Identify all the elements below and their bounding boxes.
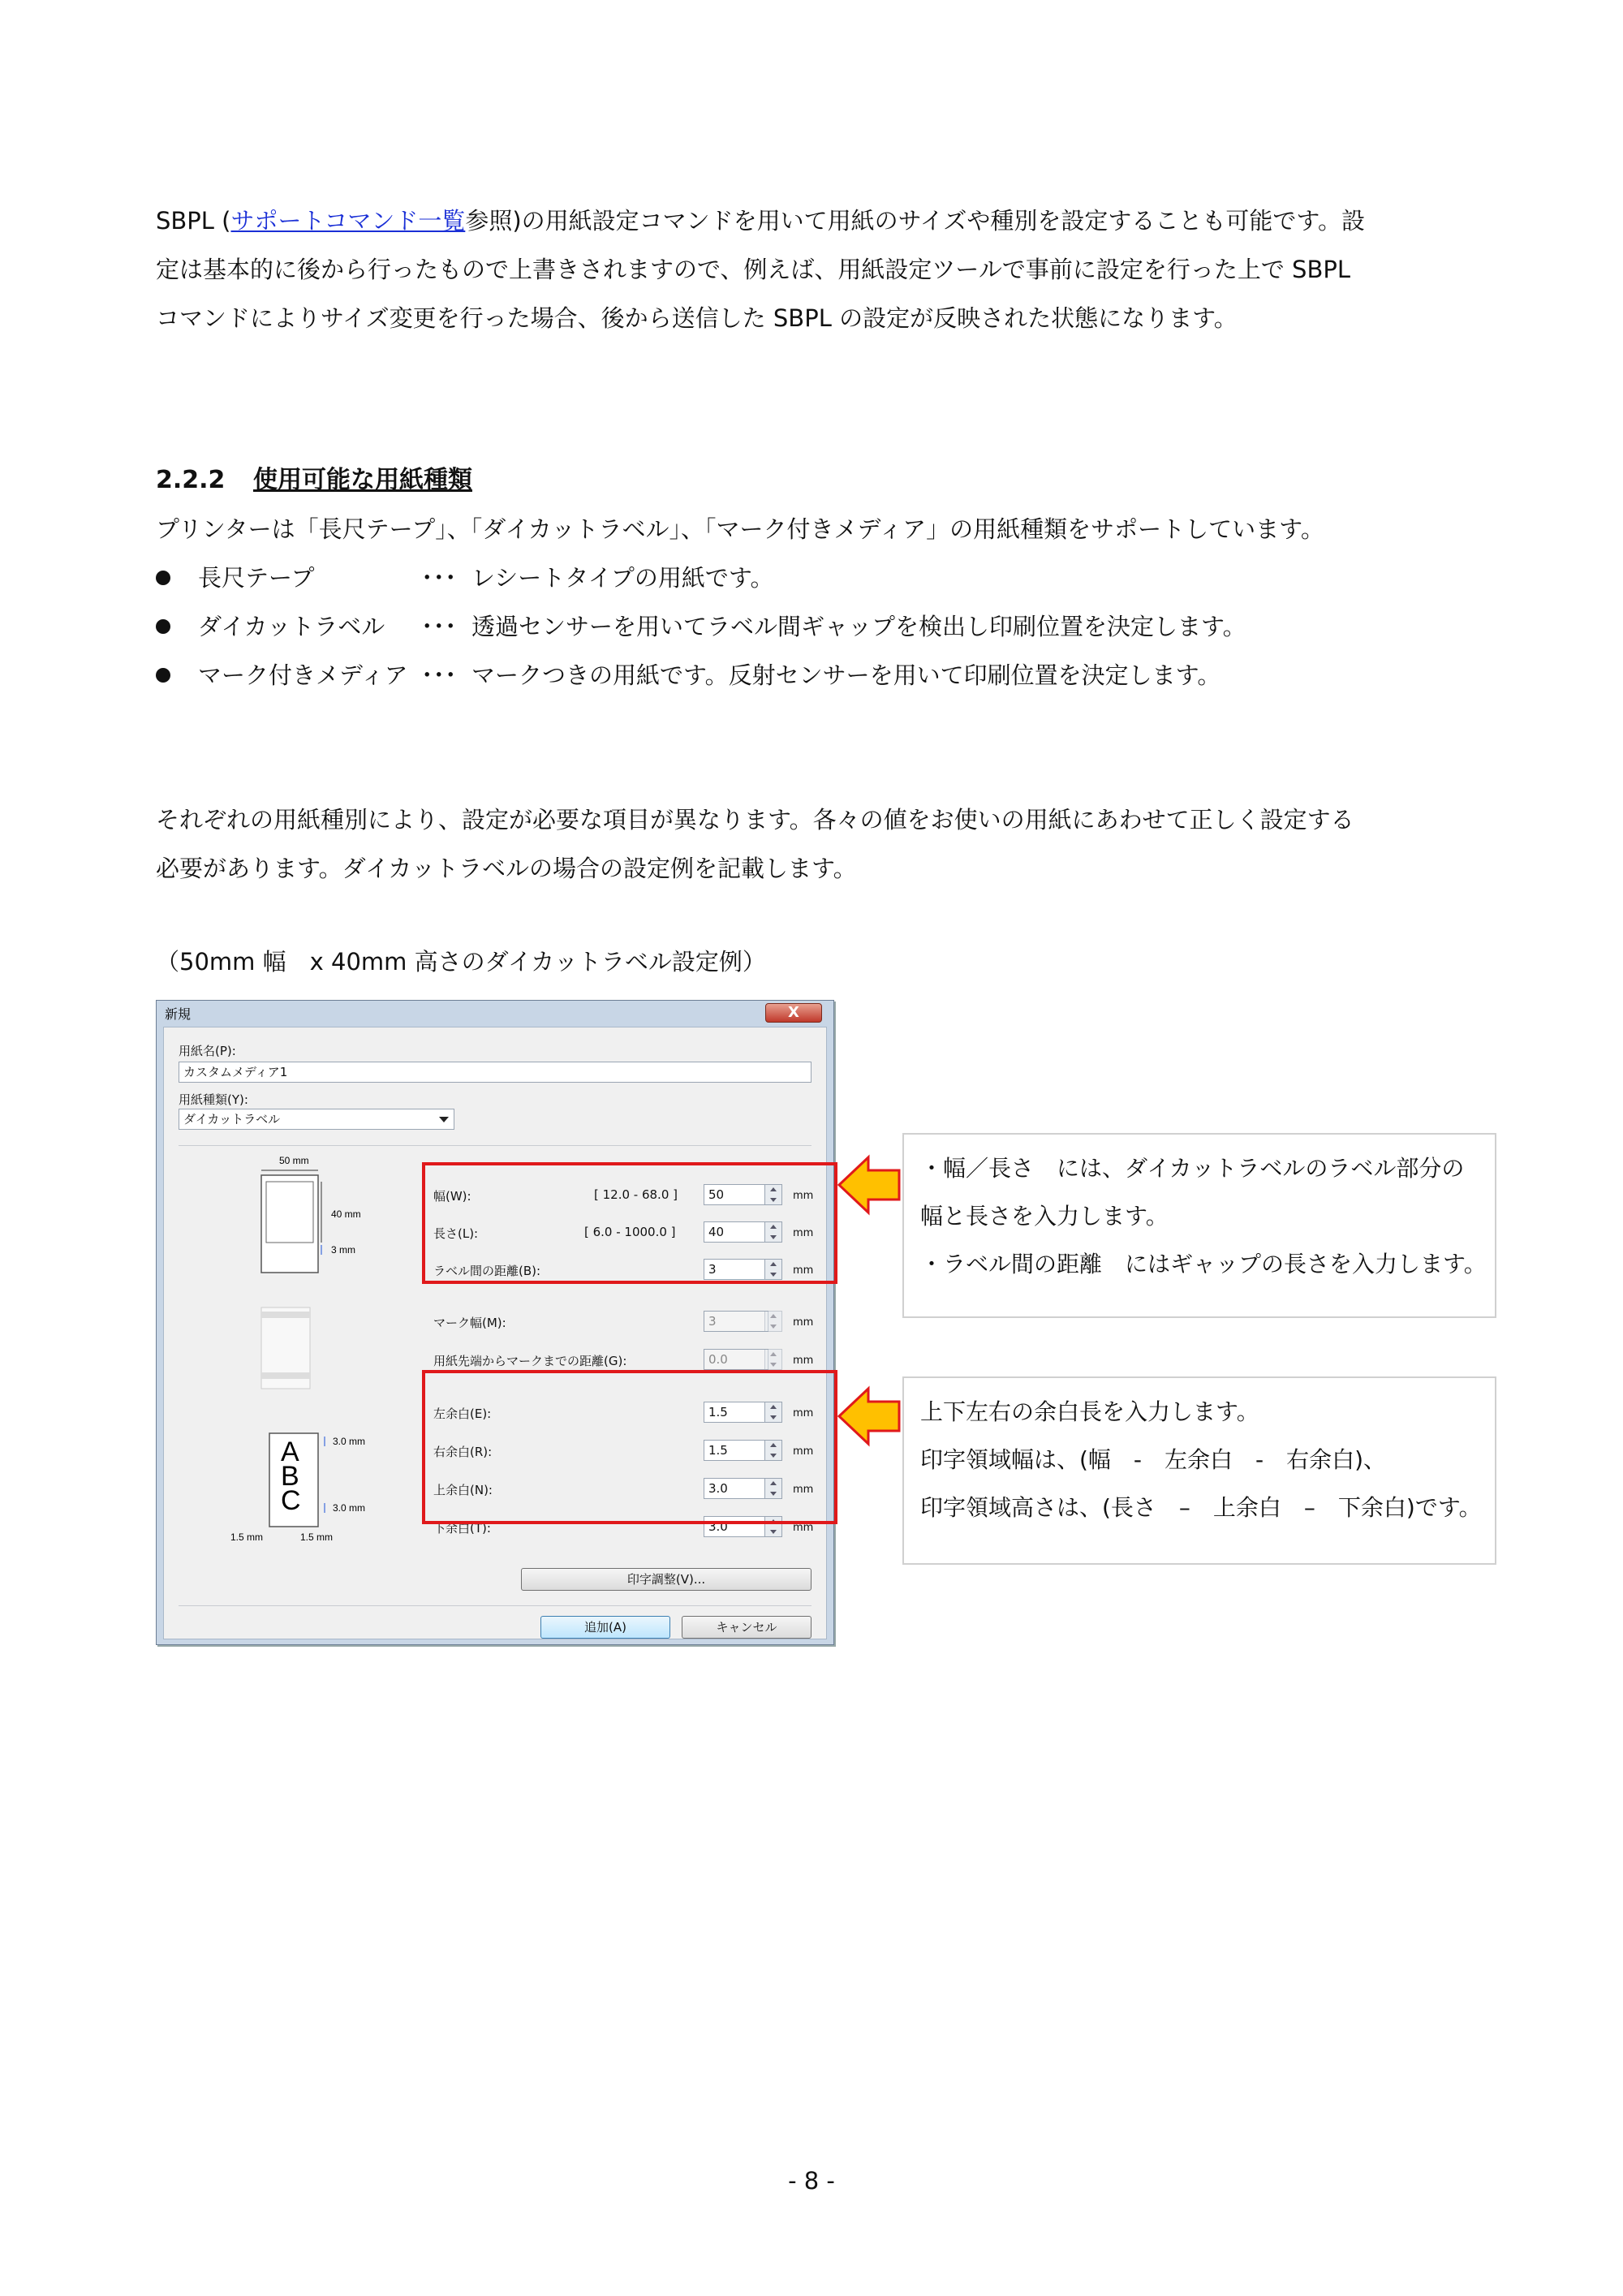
mark-width-unit: mm (793, 1316, 814, 1329)
top-margin-input[interactable]: 3.0 (704, 1478, 768, 1499)
mark-distance-input[interactable]: 0.0 (704, 1349, 768, 1370)
list-item (156, 554, 774, 602)
list-term: 長尺テープ (198, 564, 315, 592)
sample-letter-b: B (281, 1461, 299, 1492)
cancel-button[interactable]: キャンセル (682, 1616, 812, 1639)
list-separator: ･･･ (421, 564, 457, 592)
paper-type-select[interactable] (179, 1109, 454, 1130)
para2-line-1: それぞれの用紙種別により、設定が必要な項目が異なります。各々の値をお使いの用紙にあわせて正しく設定する (156, 806, 1354, 834)
sample-letter-a: A (281, 1437, 299, 1467)
note-line: 上下左右の余白長を入力します。 (920, 1398, 1259, 1425)
intro-line-1 (156, 196, 1365, 245)
para2-line-2: 必要があります。ダイカットラベルの場合の設定例を記載します。 (156, 855, 857, 882)
mark-width-input[interactable]: 3 (704, 1311, 768, 1332)
length-input[interactable]: 40 (704, 1221, 768, 1243)
bottom-margin-unit: mm (793, 1522, 814, 1534)
paper-type-value: ダイカットラベル (183, 1112, 281, 1126)
margin-highlight-box (422, 1370, 837, 1524)
note-line: 幅と長さを入力します。 (920, 1203, 1169, 1230)
intro-text: SBPL ( (156, 207, 231, 235)
mark-distance-stepper[interactable] (764, 1349, 782, 1370)
list-item (156, 602, 1246, 651)
support-command-list-link[interactable]: サポートコマンド一覧 (230, 207, 466, 235)
bottom-margin-label: 下余白(T): (433, 1521, 491, 1536)
size-note-box (902, 1133, 1496, 1318)
paper-name-label: 用紙名(P): (179, 1044, 236, 1058)
right-margin-unit: mm (793, 1445, 814, 1458)
left-margin-dimension: 1.5 mm (230, 1531, 264, 1543)
gap-unit: mm (793, 1264, 814, 1277)
list-desc: マークつきの用紙です。反射センサーを用いて印刷位置を決定します。 (471, 661, 1221, 689)
width-input[interactable]: 50 (704, 1184, 768, 1205)
divider (179, 1145, 812, 1146)
length-label: 長さ(L): (433, 1226, 479, 1241)
list-separator: ･･･ (421, 661, 457, 689)
bottom-margin-dimension: 3.0 mm (333, 1502, 366, 1514)
paper-name-input[interactable]: カスタムメディア1 (179, 1062, 812, 1083)
sample-letter-c: C (281, 1485, 301, 1516)
note-line: ・幅／長さ には、ダイカットラベルのラベル部分の (920, 1155, 1465, 1182)
paper-type-label: 用紙種類(Y): (179, 1092, 248, 1107)
chevron-down-icon (439, 1117, 449, 1122)
mark-distance-unit: mm (793, 1355, 814, 1367)
intro-line-2: 定は基本的に後から行ったもので上書きされますので、例えば、用紙設定ツールで事前に設定を行った上で SBPL (156, 256, 1351, 283)
mark-width-stepper[interactable] (764, 1311, 782, 1332)
list-item (156, 651, 1220, 700)
bullet-icon (156, 571, 170, 585)
dialog-body (163, 1027, 827, 1639)
margin-note-box (902, 1376, 1496, 1565)
arrow-left-icon (837, 1384, 902, 1449)
mark-illustration-icon (253, 1303, 326, 1393)
right-margin-input[interactable]: 1.5 (704, 1440, 768, 1461)
list-term: ダイカットラベル (198, 613, 385, 640)
note-line: 印字領域幅は、(幅 - 左余白 - 右余白)、 (920, 1446, 1387, 1473)
size-highlight-box (422, 1162, 837, 1284)
bullet-icon (156, 668, 170, 683)
bottom-margin-input[interactable]: 3.0 (704, 1516, 768, 1537)
print-adjust-button[interactable]: 印字調整(V)... (521, 1568, 812, 1591)
note-line: ・ラベル間の距離 にはギャップの長さを入力します。 (920, 1251, 1487, 1277)
top-margin-dimension: 3.0 mm (333, 1436, 366, 1447)
length-unit: mm (793, 1227, 814, 1239)
width-dimension: 50 mm (279, 1156, 309, 1166)
list-term: マーク付きメディア (198, 661, 408, 689)
add-button[interactable]: 追加(A) (540, 1616, 670, 1639)
section-number: 2.2.2 (156, 466, 226, 494)
gap-input[interactable]: 3 (704, 1259, 768, 1280)
right-margin-label: 右余白(R): (433, 1445, 493, 1459)
new-paper-dialog (156, 1000, 834, 1645)
gap-label: ラベル間の距離(B): (433, 1264, 541, 1278)
mark-width-label: マーク幅(M): (433, 1316, 506, 1330)
top-margin-unit: mm (793, 1484, 814, 1496)
section-heading (156, 459, 472, 495)
list-separator: ･･･ (421, 613, 457, 640)
intro-line-3: コマンドによりサイズ変更を行った場合、後から送信した SBPL の設定が反映された状態になります。 (156, 304, 1238, 332)
page-number: - 8 - (788, 2167, 835, 2195)
close-button[interactable]: X (765, 1003, 822, 1023)
section-title: 使用可能な用紙種類 (253, 466, 472, 494)
width-unit: mm (793, 1190, 814, 1202)
divider (179, 1605, 812, 1606)
width-range: [ 12.0 - 68.0 ] (594, 1187, 678, 1202)
gap-dimension: 3 mm (331, 1244, 355, 1256)
label-size-illustration-icon (245, 1156, 375, 1277)
left-margin-label: 左余白(E): (433, 1406, 492, 1421)
intro-text: 参照)の用紙設定コマンドを用いて用紙のサイズや種別を設定することも可能です。設 (465, 207, 1366, 235)
left-margin-input[interactable]: 1.5 (704, 1402, 768, 1423)
mark-distance-label: 用紙先端からマークまでの距離(G): (433, 1354, 627, 1368)
note-line: 印字領域高さは、(長さ – 上余白 – 下余白)です。 (920, 1494, 1482, 1521)
section-lead: プリンターは「長尺テープ」、「ダイカットラベル」、「マーク付きメディア」の用紙種類をサポートしています。 (156, 515, 1324, 543)
bullet-icon (156, 619, 170, 634)
width-label: 幅(W): (433, 1189, 471, 1204)
list-desc: レシートタイプの用紙です。 (471, 564, 774, 592)
arrow-left-icon (837, 1152, 902, 1217)
figure-caption: （50mm 幅 x 40mm 高さのダイカットラベル設定例） (156, 948, 766, 976)
right-margin-dimension: 1.5 mm (300, 1531, 334, 1543)
left-margin-unit: mm (793, 1407, 814, 1419)
top-margin-label: 上余白(N): (433, 1483, 493, 1497)
list-desc: 透過センサーを用いてラベル間ギャップを検出し印刷位置を決定します。 (471, 613, 1246, 640)
length-range: [ 6.0 - 1000.0 ] (584, 1225, 676, 1239)
dialog-title: 新規 (165, 1006, 192, 1022)
margin-illustration-icon (229, 1425, 391, 1547)
height-dimension: 40 mm (331, 1208, 361, 1220)
